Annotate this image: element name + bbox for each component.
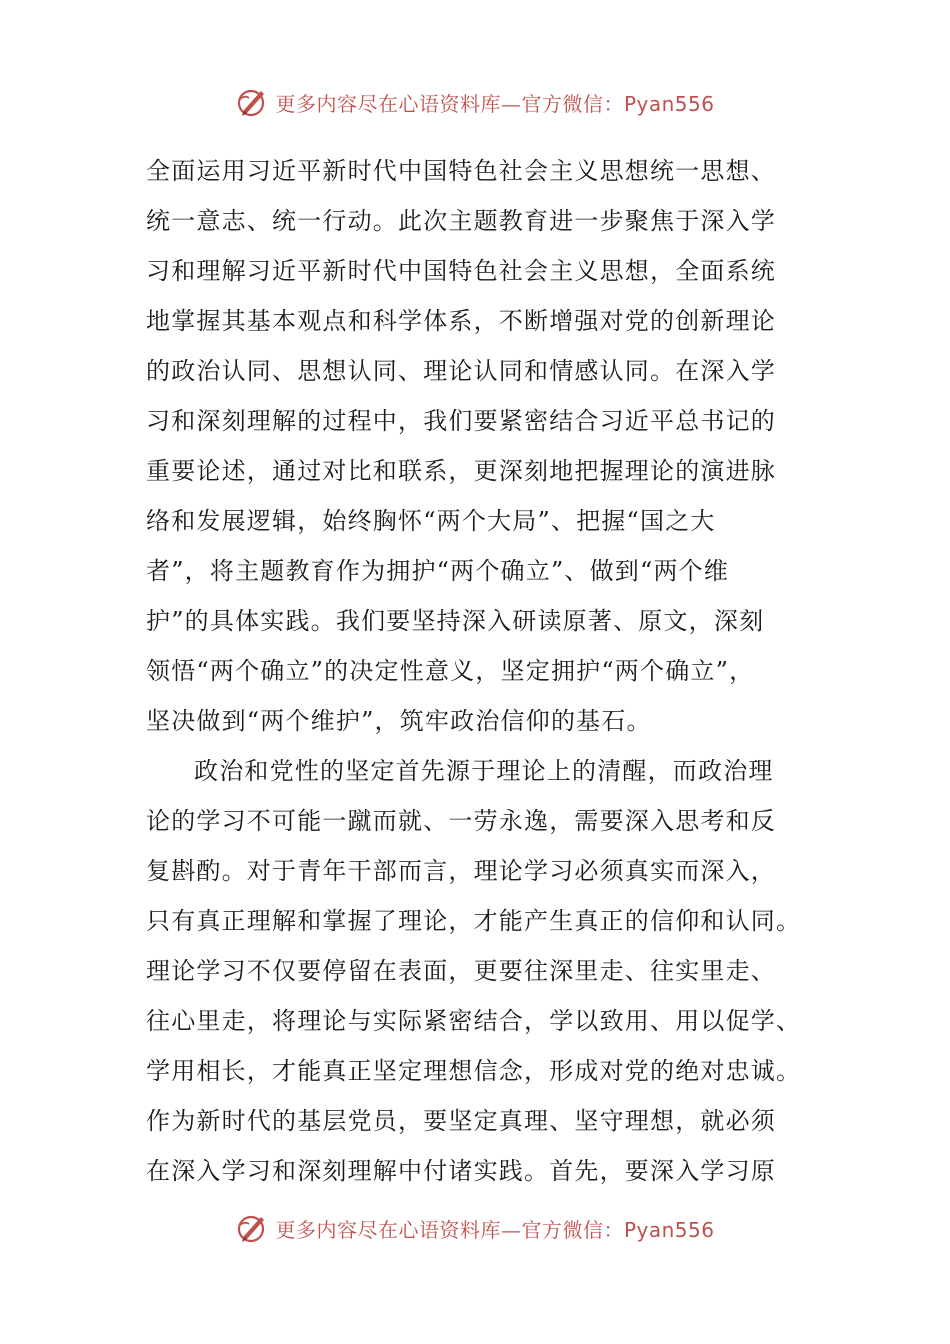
text-line: 者”，将主题教育作为拥护“两个确立”、做到“两个维 <box>146 557 730 585</box>
header-banner-content <box>235 85 714 119</box>
footer-banner-content <box>235 1211 714 1245</box>
footer-banner-dash: — <box>500 1217 522 1242</box>
pen-logo-icon <box>235 85 269 119</box>
footer-banner <box>0 1208 950 1248</box>
text-line: 的政治认同、思想认同、理论认同和情感认同。在深入学 <box>146 357 776 385</box>
header-banner-contact: 官方微信：Pyan556 <box>521 91 715 116</box>
text-line: 坚决做到“两个维护”，筑牢政治信仰的基石。 <box>146 707 652 735</box>
text-line: 政治和党性的坚定首先源于理论上的清醒，而政治理 <box>194 757 774 785</box>
text-line: 统一意志、统一行动。此次主题教育进一步聚焦于深入学 <box>146 207 776 235</box>
text-line: 往心里走，将理论与实际紧密结合，学以致用、用以促学、 <box>146 1007 802 1035</box>
text-line: 护”的具体实践。我们要坚持深入研读原著、原文，深刻 <box>146 607 765 635</box>
text-line: 全面运用习近平新时代中国特色社会主义思想统一思想、 <box>146 157 776 185</box>
footer-banner-text <box>275 1214 714 1243</box>
text-line: 论的学习不可能一蹴而就、一劳永逸，需要深入思考和反 <box>146 807 776 835</box>
header-banner <box>0 82 950 122</box>
text-line: 地掌握其基本观点和科学体系，不断增强对党的创新理论 <box>146 307 776 335</box>
text-line: 在深入学习和深刻理解中付诸实践。首先，要深入学习原 <box>146 1157 776 1185</box>
header-banner-text <box>275 88 714 117</box>
text-line: 领悟“两个确立”的决定性意义，坚定拥护“两个确立”， <box>146 657 755 685</box>
header-banner-title: 更多内容尽在心语资料库 <box>275 91 501 116</box>
text-line: 络和发展逻辑，始终胸怀“两个大局”、把握“国之大 <box>146 507 716 535</box>
text-line: 习和深刻理解的过程中，我们要紧密结合习近平总书记的 <box>146 407 776 435</box>
text-line: 只有真正理解和掌握了理论，才能产生真正的信仰和认同。 <box>146 907 802 935</box>
footer-banner-contact: 官方微信：Pyan556 <box>521 1217 715 1242</box>
text-line: 复斟酌。对于青年干部而言，理论学习必须真实而深入， <box>146 857 776 885</box>
text-line: 理论学习不仅要停留在表面，更要往深里走、往实里走、 <box>146 957 776 985</box>
text-line: 作为新时代的基层党员，要坚定真理、坚守理想，就必须 <box>146 1107 776 1135</box>
text-line: 学用相长，才能真正坚定理想信念，形成对党的绝对忠诚。 <box>146 1057 802 1085</box>
text-line: 习和理解习近平新时代中国特色社会主义思想，全面系统 <box>146 257 776 285</box>
footer-banner-title: 更多内容尽在心语资料库 <box>275 1217 501 1242</box>
header-banner-dash: — <box>500 91 522 116</box>
text-line: 重要论述，通过对比和联系，更深刻地把握理论的演进脉 <box>146 457 776 485</box>
document-body <box>146 146 806 1196</box>
pen-logo-icon <box>235 1211 269 1245</box>
